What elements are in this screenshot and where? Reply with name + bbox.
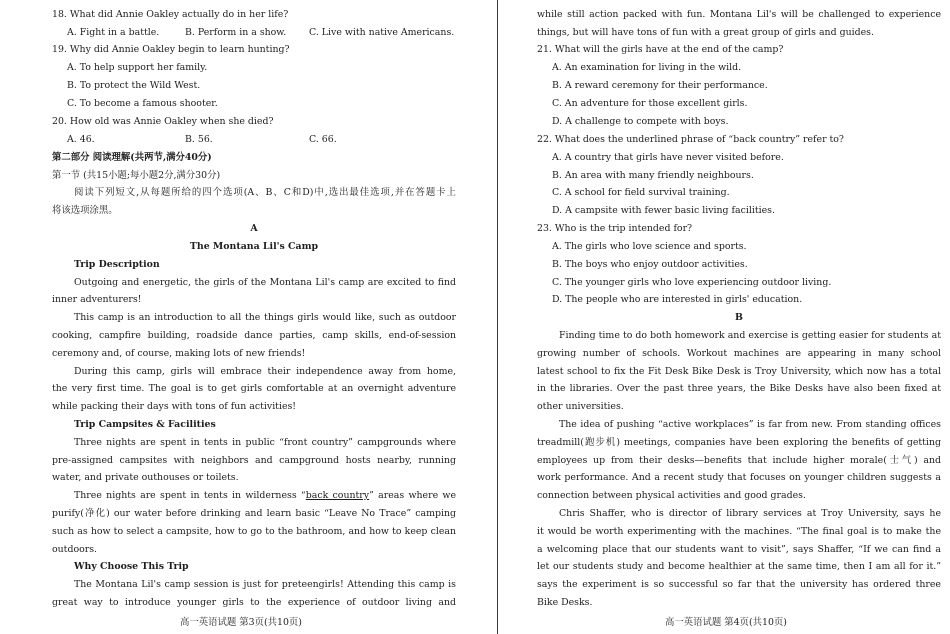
paragraph-line: During this camp, girls will embrace their independence away from home, <box>74 366 456 377</box>
paragraph-line: work performance. And a recent study that focuses on younger children suggests a <box>537 472 941 483</box>
paragraph-line: a welcoming place that our students want to visit”, says Shaffer, “If we can find a <box>537 544 941 555</box>
paragraph-line: Outgoing and energetic, the girls of the Montana Lil's camp are excited to find <box>74 277 456 288</box>
why-choose-heading: Why Choose This Trip <box>74 561 189 572</box>
paragraph-line: other universities. <box>537 401 624 412</box>
paragraph-line: ceremony and, of course, making lots of new friends! <box>52 348 306 359</box>
paragraph-line: while packing their days with tons of fun activities! <box>52 401 297 412</box>
question-22-option-c: C. A school for field survival training. <box>552 187 730 198</box>
paragraph-line: treadmill(跑步机) meetings, companies have been exploring the benefits of getting <box>537 437 941 448</box>
question-19-option-b: B. To protect the Wild West. <box>67 80 201 91</box>
question-21-option-a: A. An examination for living in the wild. <box>552 62 742 73</box>
text-segment: ” areas where we <box>369 490 456 501</box>
section-one-heading: 第一节 (共15小题;每小题2分,满分30分) <box>52 170 221 181</box>
question-21-option-b: B. A reward ceremony for their performance. <box>552 80 768 91</box>
paragraph-line: This camp is an introduction to all the things girls would like, such as outdoor <box>74 312 456 323</box>
paragraph-line: purify(净化) our water before drinking and learn basic “Leave No Trace” camping <box>52 508 456 519</box>
paragraph-line: things, but will have tons of fun with a great group of girls and guides. <box>537 27 874 38</box>
paragraph-line: growing number of schools. Workout machines are appearing in many school <box>537 348 941 359</box>
question-20-option-c: C. 66. <box>309 134 337 145</box>
question-22-option-d: D. A campsite with fewer basic living facilities. <box>552 205 775 216</box>
question-19-stem: 19. Why did Annie Oakley begin to learn hunting? <box>52 44 290 55</box>
page-footer-left: 高一英语试题 第3页(共10页) <box>180 617 302 628</box>
paragraph-line: employees up from their desks—benefits that include higher morale(士气) and <box>537 455 941 466</box>
paragraph-line: in the libraries. Over the past three years, the Bike Desks have also been fixed at <box>537 383 941 394</box>
instructions-line-1: 阅读下列短文,从每题所给的四个选项(A、B、C和D)中,选出最佳选项,并在答题卡上 <box>74 187 456 198</box>
underlined-phrase-back-country: back country <box>305 490 370 501</box>
part-two-heading: 第二部分 阅读理解(共两节,满分40分) <box>52 152 212 163</box>
question-20-stem: 20. How old was Annie Oakley when she died? <box>52 116 274 127</box>
question-18-options <box>52 26 456 39</box>
instructions-line-2: 将该选项涂黑。 <box>52 205 118 216</box>
paragraph-line: such as how to select a campsite, how to go to the bathroom, and how to keep clean <box>52 526 456 537</box>
paragraph-line: Three nights are spent in tents in public “front country” campgrounds where <box>74 437 456 448</box>
question-18-option-b: B. Perform in a show. <box>185 27 287 38</box>
text-segment: Three nights are spent in tents in wilderness “ <box>74 490 306 501</box>
question-21-option-d: D. A challenge to compete with boys. <box>552 116 729 127</box>
passage-b-letter: B <box>735 312 743 323</box>
question-20-options <box>52 133 456 146</box>
question-22-option-b: B. An area with many friendly neighbours. <box>552 170 754 181</box>
question-23-option-b: B. The boys who enjoy outdoor activities. <box>552 259 748 270</box>
page-footer-right: 高一英语试题 第4页(共10页) <box>665 617 787 628</box>
paragraph-line: latest school to fix the Fit Desk Bike Desk is Troy University, which now has a total <box>537 366 941 377</box>
paragraph-line-with-underline <box>52 489 456 502</box>
question-23-option-c: C. The younger girls who love experiencing outdoor living. <box>552 277 832 288</box>
question-23-option-a: A. The girls who love science and sports. <box>552 241 747 252</box>
paragraph-line: connection between physical activities and good grades. <box>537 490 806 501</box>
paragraph-line: water, and private outhouses or toilets. <box>52 472 239 483</box>
paragraph-line: cooking, campfire building, roadside dance parties, camp skills, end-of-session <box>52 330 456 341</box>
paragraph-line: inner adventurers! <box>52 294 142 305</box>
question-21-stem: 21. What will the girls have at the end of the camp? <box>537 44 784 55</box>
passage-a-letter: A <box>250 223 258 234</box>
question-23-option-d: D. The people who are interested in girls' education. <box>552 294 803 305</box>
page-divider <box>497 0 498 634</box>
question-21-option-c: C. An adventure for those excellent girls. <box>552 98 748 109</box>
paragraph-line: Finding time to do both homework and exercise is getting easier for students at <box>559 330 941 341</box>
question-18-option-c: C. Live with native Americans. <box>309 27 455 38</box>
paragraph-line: says the experiment is so successful so far that the university has ordered three <box>537 579 941 590</box>
passage-a-title: The Montana Lil's Camp <box>189 241 319 252</box>
question-19-option-c: C. To become a famous shooter. <box>67 98 218 109</box>
paragraph-line: The idea of pushing “active workplaces” is far from new. From standing offices <box>559 419 941 430</box>
paragraph-line: while still action packed with fun. Montana Lil's will be challenged to experience <box>537 9 941 20</box>
paragraph-line: Chris Shaffer, who is director of library services at Troy University, says he <box>559 508 941 519</box>
question-18-stem: 18. What did Annie Oakley actually do in her life? <box>52 9 289 20</box>
paragraph-line: outdoors. <box>52 544 98 555</box>
paragraph-line: let our students study and become healthier at the same time, then I am all for it.” <box>537 561 941 572</box>
question-22-stem: 22. What does the underlined phrase of “back country” refer to? <box>537 134 844 145</box>
trip-description-heading: Trip Description <box>74 259 160 270</box>
question-20-option-b: B. 56. <box>185 134 213 145</box>
paragraph-line: Bike Desks. <box>537 597 593 608</box>
question-20-option-a: A. 46. <box>67 134 95 145</box>
question-18-option-a: A. Fight in a battle. <box>67 27 160 38</box>
paragraph-line: the very first time. The goal is to get girls comfortable at an overnight adventure <box>52 383 456 394</box>
paragraph-line: pre-assigned campsites with neighbors and campground hosts nearby, running <box>52 455 456 466</box>
question-19-option-a: A. To help support her family. <box>67 62 208 73</box>
paragraph-line: The Montana Lil's camp session is just for preteengirls! Attending this camp is <box>74 579 456 590</box>
paragraph-line: it would be worth experimenting with the machines. “The final goal is to make the <box>537 526 941 537</box>
campsites-heading: Trip Campsites & Facilities <box>74 419 216 430</box>
paragraph-line: great way to introduce younger girls to the experience of outdoor living and <box>52 597 456 608</box>
question-23-stem: 23. Who is the trip intended for? <box>537 223 693 234</box>
question-22-option-a: A. A country that girls have never visited before. <box>552 152 784 163</box>
